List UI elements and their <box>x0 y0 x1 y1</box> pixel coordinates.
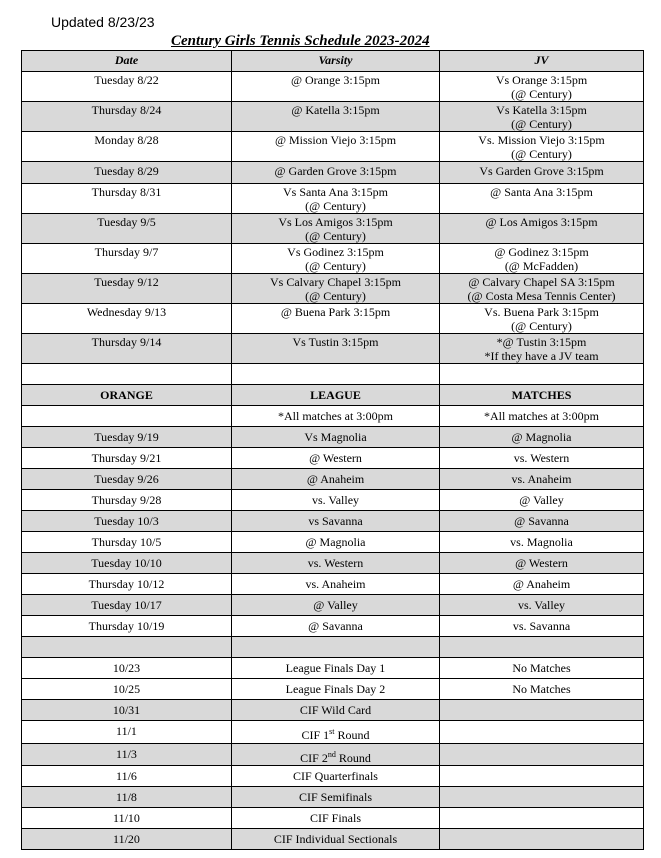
table-row <box>22 274 644 304</box>
event-date: 11/6 <box>22 766 232 787</box>
postseason-event: CIF Individual Sectionals <box>232 829 440 850</box>
league-note-row <box>22 406 644 427</box>
table-row <box>22 658 644 679</box>
jv-match: *@ Tustin 3:15pm *If they have a JV team <box>440 334 644 364</box>
schedule-table <box>21 50 644 850</box>
jv-match: @ Savanna <box>440 511 644 532</box>
jv-match: vs. Western <box>440 448 644 469</box>
match-date: Wednesday 9/13 <box>22 304 232 334</box>
postseason-event: League Finals Day 2 <box>232 679 440 700</box>
jv-match: @ Calvary Chapel SA 3:15pm (@ Costa Mesa Tennis Center) <box>440 274 644 304</box>
event-date: 11/20 <box>22 829 232 850</box>
jv-match: Vs Orange 3:15pm (@ Century) <box>440 72 644 102</box>
jv-match <box>440 721 644 744</box>
varsity-match: vs. Valley <box>232 490 440 511</box>
table-row <box>22 304 644 334</box>
table-row <box>22 214 644 244</box>
table-row <box>22 162 644 184</box>
jv-match <box>440 787 644 808</box>
table-row <box>22 553 644 574</box>
jv-match: No Matches <box>440 679 644 700</box>
table-row <box>22 511 644 532</box>
table-row <box>22 721 644 744</box>
league-header-orange: ORANGE <box>22 385 232 406</box>
jv-match: Vs Katella 3:15pm (@ Century) <box>440 102 644 132</box>
match-date: Thursday 8/24 <box>22 102 232 132</box>
table-row <box>22 184 644 214</box>
varsity-match: vs. Anaheim <box>232 574 440 595</box>
match-date: Tuesday 9/26 <box>22 469 232 490</box>
match-date: Monday 8/28 <box>22 132 232 162</box>
match-date: Tuesday 9/5 <box>22 214 232 244</box>
jv-match: No Matches <box>440 658 644 679</box>
league-header-league: LEAGUE <box>232 385 440 406</box>
table-row <box>22 448 644 469</box>
table-row <box>22 574 644 595</box>
jv-match: @ Western <box>440 553 644 574</box>
varsity-match: Vs Los Amigos 3:15pm (@ Century) <box>232 214 440 244</box>
table-row <box>22 700 644 721</box>
spacer-row <box>22 364 644 385</box>
postseason-event: CIF Semifinals <box>232 787 440 808</box>
league-header-matches: MATCHES <box>440 385 644 406</box>
match-date: Tuesday 9/19 <box>22 427 232 448</box>
varsity-match: Vs Calvary Chapel 3:15pm (@ Century) <box>232 274 440 304</box>
varsity-match: @ Orange 3:15pm <box>232 72 440 102</box>
column-header-date: Date <box>22 51 232 72</box>
match-date: Thursday 10/5 <box>22 532 232 553</box>
event-date: 10/25 <box>22 679 232 700</box>
table-row <box>22 766 644 787</box>
varsity-match: @ Western <box>232 448 440 469</box>
jv-match: vs. Anaheim <box>440 469 644 490</box>
varsity-match: Vs Santa Ana 3:15pm (@ Century) <box>232 184 440 214</box>
column-header-row <box>22 51 644 72</box>
match-date: Thursday 10/19 <box>22 616 232 637</box>
varsity-match: @ Magnolia <box>232 532 440 553</box>
table-row <box>22 132 644 162</box>
match-date: Tuesday 10/10 <box>22 553 232 574</box>
event-date: 10/23 <box>22 658 232 679</box>
varsity-match: Vs Magnolia <box>232 427 440 448</box>
league-note-jv: *All matches at 3:00pm <box>440 406 644 427</box>
table-row <box>22 427 644 448</box>
table-row <box>22 595 644 616</box>
league-note-varsity: *All matches at 3:00pm <box>232 406 440 427</box>
updated-date: Updated 8/23/23 <box>51 14 155 30</box>
varsity-match: @ Buena Park 3:15pm <box>232 304 440 334</box>
table-row <box>22 532 644 553</box>
match-date: Thursday 8/31 <box>22 184 232 214</box>
column-header-jv: JV <box>440 51 644 72</box>
jv-match <box>440 766 644 787</box>
table-row <box>22 787 644 808</box>
table-row <box>22 743 644 766</box>
league-header-row <box>22 385 644 406</box>
match-date: Thursday 10/12 <box>22 574 232 595</box>
jv-match: Vs. Mission Viejo 3:15pm (@ Century) <box>440 132 644 162</box>
jv-match: @ Anaheim <box>440 574 644 595</box>
varsity-match: @ Anaheim <box>232 469 440 490</box>
event-date: 10/31 <box>22 700 232 721</box>
jv-match: @ Godinez 3:15pm (@ McFadden) <box>440 244 644 274</box>
varsity-match: Vs Tustin 3:15pm <box>232 334 440 364</box>
table-row <box>22 469 644 490</box>
jv-match <box>440 829 644 850</box>
match-date: Tuesday 9/12 <box>22 274 232 304</box>
table-row <box>22 102 644 132</box>
postseason-event: CIF Wild Card <box>232 700 440 721</box>
jv-match: vs. Savanna <box>440 616 644 637</box>
jv-match: @ Magnolia <box>440 427 644 448</box>
match-date: Tuesday 10/3 <box>22 511 232 532</box>
varsity-match: Vs Godinez 3:15pm (@ Century) <box>232 244 440 274</box>
postseason-event: CIF 2nd Round <box>232 743 440 766</box>
match-date: Thursday 9/14 <box>22 334 232 364</box>
event-date: 11/8 <box>22 787 232 808</box>
varsity-match: @ Garden Grove 3:15pm <box>232 162 440 184</box>
table-row <box>22 244 644 274</box>
jv-match: vs. Magnolia <box>440 532 644 553</box>
match-date: Thursday 9/28 <box>22 490 232 511</box>
event-date: 11/10 <box>22 808 232 829</box>
postseason-event: CIF Quarterfinals <box>232 766 440 787</box>
jv-match: vs. Valley <box>440 595 644 616</box>
match-date: Tuesday 8/29 <box>22 162 232 184</box>
spacer-row <box>22 637 644 658</box>
table-row <box>22 679 644 700</box>
postseason-event: League Finals Day 1 <box>232 658 440 679</box>
match-date: Thursday 9/7 <box>22 244 232 274</box>
jv-match: @ Valley <box>440 490 644 511</box>
jv-match <box>440 743 644 766</box>
varsity-match: @ Savanna <box>232 616 440 637</box>
jv-match: @ Santa Ana 3:15pm <box>440 184 644 214</box>
match-date: Thursday 9/21 <box>22 448 232 469</box>
table-row <box>22 490 644 511</box>
varsity-match: @ Valley <box>232 595 440 616</box>
jv-match <box>440 700 644 721</box>
jv-match: Vs Garden Grove 3:15pm <box>440 162 644 184</box>
jv-match: Vs. Buena Park 3:15pm (@ Century) <box>440 304 644 334</box>
varsity-match: vs Savanna <box>232 511 440 532</box>
jv-match <box>440 808 644 829</box>
column-header-varsity: Varsity <box>232 51 440 72</box>
event-date: 11/1 <box>22 721 232 744</box>
event-date: 11/3 <box>22 743 232 766</box>
postseason-event: CIF Finals <box>232 808 440 829</box>
varsity-match: @ Mission Viejo 3:15pm <box>232 132 440 162</box>
table-row <box>22 334 644 364</box>
table-row <box>22 616 644 637</box>
jv-match: @ Los Amigos 3:15pm <box>440 214 644 244</box>
varsity-match: @ Katella 3:15pm <box>232 102 440 132</box>
postseason-event: CIF 1st Round <box>232 721 440 744</box>
table-row <box>22 72 644 102</box>
match-date: Tuesday 10/17 <box>22 595 232 616</box>
match-date: Tuesday 8/22 <box>22 72 232 102</box>
table-row <box>22 829 644 850</box>
varsity-match: vs. Western <box>232 553 440 574</box>
table-row <box>22 808 644 829</box>
page-title: Century Girls Tennis Schedule 2023-2024 <box>171 33 430 49</box>
